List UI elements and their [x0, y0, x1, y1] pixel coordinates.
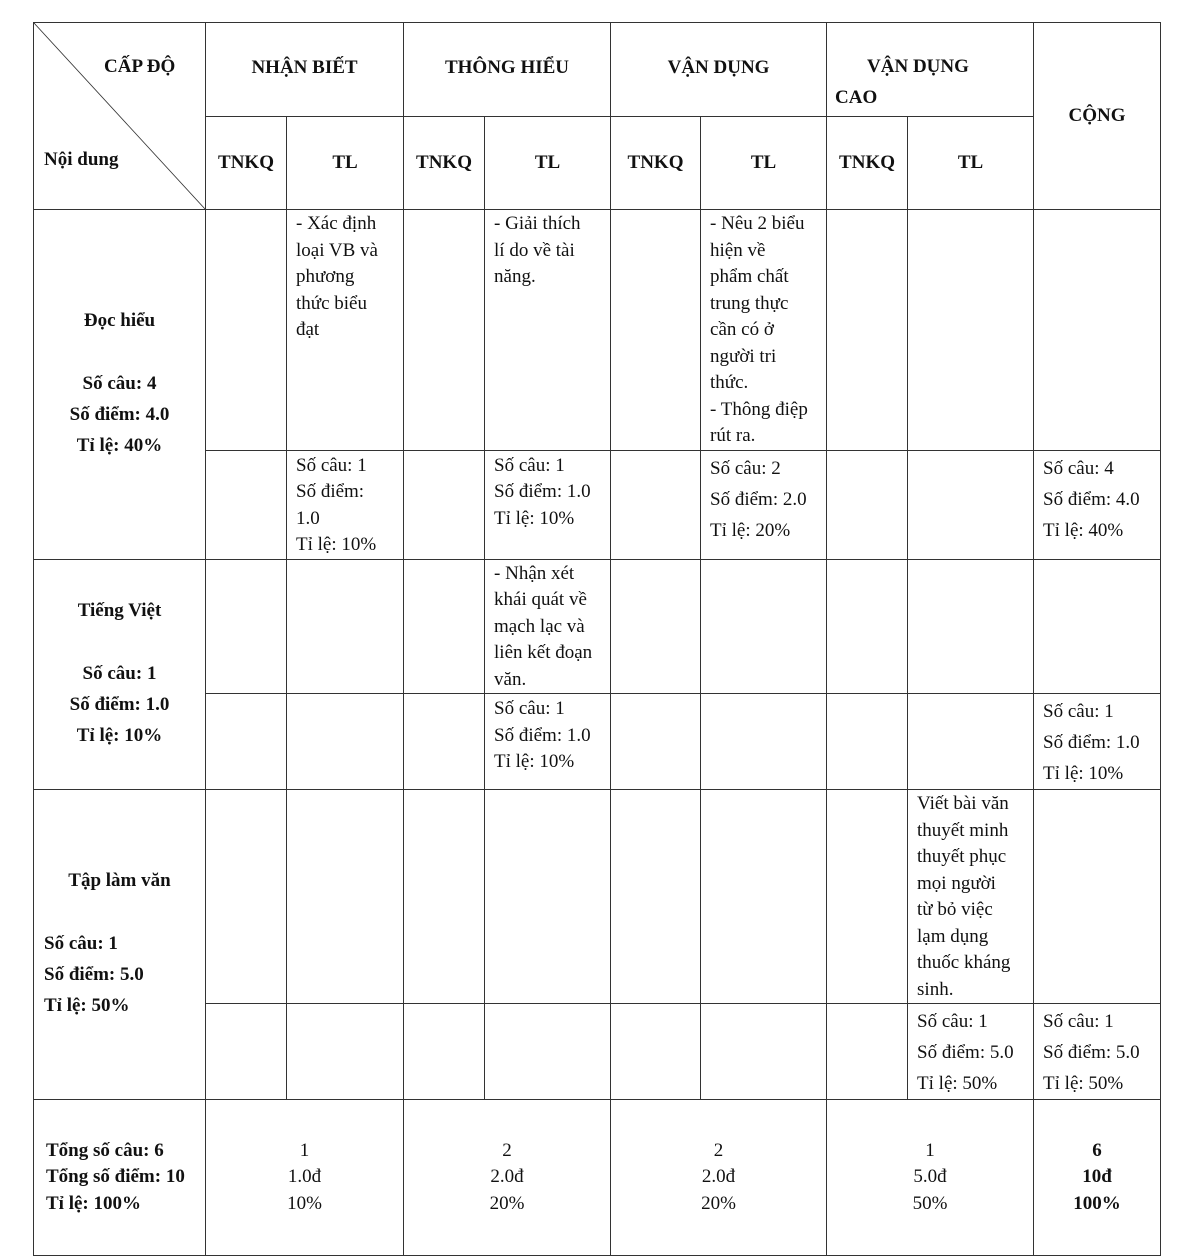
- totals-line: 1: [299, 1139, 310, 1161]
- desc-line: thức.: [710, 372, 749, 393]
- empty-cell: [485, 1004, 611, 1100]
- desc-line: thuốc kháng: [917, 952, 1011, 973]
- desc-line: phương: [296, 266, 355, 287]
- totals-nhan-biet: [206, 1100, 404, 1256]
- desc-line: mọi người: [917, 872, 996, 894]
- row-ti-le: Tỉ lệ: 10%: [76, 725, 163, 746]
- empty-cell: [827, 450, 908, 559]
- table-row: [34, 559, 1161, 694]
- stat-line: Số điểm: 5.0: [1043, 1042, 1140, 1063]
- row-label-doc-hieu: [34, 210, 206, 560]
- totals-line: 5.0đ: [913, 1166, 947, 1188]
- row-name: Tập làm văn: [68, 869, 171, 891]
- empty-cell: [206, 210, 287, 451]
- stat-van-dung: [701, 450, 827, 559]
- stat-line: Số điểm: 1.0: [494, 724, 591, 746]
- desc-line: thuyết phục: [917, 846, 1007, 867]
- totals-line: 10đ: [1082, 1166, 1112, 1188]
- totals-line: 20%: [701, 1192, 736, 1214]
- content-label: Nội dung: [44, 149, 119, 170]
- empty-cell: [404, 790, 485, 1004]
- desc-line: mạch lạc và: [494, 615, 585, 637]
- stat-line: Số câu: 1: [494, 698, 565, 719]
- row-ti-le: Tỉ lệ: 40%: [76, 435, 163, 456]
- level-header-thong-hieu: THÔNG HIỂU: [404, 23, 611, 117]
- totals-row: [34, 1100, 1161, 1256]
- stat-line: Số câu: 4: [1043, 457, 1114, 479]
- empty-cell: [827, 694, 908, 790]
- level-header-van-dung: VẬN DỤNG: [611, 23, 827, 117]
- row-so-diem: Số điểm: 5.0: [44, 964, 144, 986]
- empty-cell: [827, 559, 908, 694]
- totals-van-dung-cao: [827, 1100, 1034, 1256]
- empty-cell: [611, 1004, 701, 1100]
- stat-line: Tỉ lệ: 10%: [296, 534, 377, 555]
- empty-cell: [485, 790, 611, 1004]
- row-name: Đọc hiểu: [83, 309, 156, 331]
- empty-cell: [1034, 559, 1161, 694]
- desc-line: đạt: [296, 319, 320, 340]
- header-diagonal-cell: [34, 23, 206, 210]
- desc-line: Viết bài văn: [917, 793, 1009, 814]
- empty-cell: [827, 210, 908, 451]
- totals-thong-hieu: [404, 1100, 611, 1256]
- level-header-van-dung-cao-line1: VẬN DỤNG: [867, 56, 969, 77]
- empty-cell: [404, 210, 485, 451]
- totals-van-dung: [611, 1100, 827, 1256]
- totals-all: [1034, 1100, 1161, 1256]
- stat-line: Số điểm: 1.0: [1043, 732, 1140, 753]
- desc-van-dung: [701, 210, 827, 451]
- desc-line: - Nêu 2 biểu: [710, 213, 805, 234]
- row-so-cau: Số câu: 1: [44, 933, 118, 955]
- empty-cell: [404, 1004, 485, 1100]
- stat-line: Số điểm: 1.0: [494, 481, 591, 502]
- totals-line: 2.0đ: [490, 1166, 524, 1188]
- diagonal-divider: [34, 23, 205, 209]
- empty-cell: [404, 694, 485, 790]
- empty-cell: [287, 694, 404, 790]
- stat-line: Số điểm: 2.0: [710, 488, 807, 510]
- desc-line: thức biểu: [296, 292, 367, 314]
- totals-label-line: Tổng số câu: 6: [46, 1139, 164, 1161]
- stat-line: Số điểm:: [296, 481, 365, 502]
- totals-label-line: Tổng số điểm: 10: [46, 1166, 185, 1188]
- desc-line: cần có ở: [710, 319, 774, 340]
- row-name: Tiếng Việt: [77, 599, 162, 621]
- row-label-tieng-viet: [34, 559, 206, 790]
- stat-line: Tỉ lệ: 40%: [1043, 519, 1124, 541]
- empty-cell: [701, 559, 827, 694]
- desc-line: văn.: [494, 668, 527, 690]
- level-header-cong: CỘNG: [1034, 23, 1161, 210]
- empty-cell: [206, 694, 287, 790]
- totals-label-line: Tỉ lệ: 100%: [46, 1192, 141, 1214]
- stat-line: 1.0: [296, 507, 320, 529]
- totals-line: 20%: [489, 1192, 525, 1214]
- empty-cell: [908, 694, 1034, 790]
- row-so-diem: Số điểm: 4.0: [69, 404, 170, 425]
- empty-cell: [287, 1004, 404, 1100]
- empty-cell: [908, 559, 1034, 694]
- stat-line: Tỉ lệ: 20%: [710, 519, 791, 541]
- desc-nhan-biet: [287, 210, 404, 451]
- desc-line: người tri: [710, 345, 777, 367]
- totals-line: 2: [713, 1139, 724, 1161]
- empty-cell: [908, 210, 1034, 451]
- stat-line: Số câu: 1: [917, 1011, 988, 1032]
- desc-line: loại VB và: [296, 239, 378, 261]
- subheader-tl: TL: [701, 117, 827, 210]
- totals-line: 50%: [912, 1192, 948, 1214]
- stat-line: Tỉ lệ: 10%: [494, 507, 575, 529]
- subheader-tnkq: TNKQ: [611, 117, 701, 210]
- stat-total: [1034, 694, 1161, 790]
- stat-line: Số câu: 1: [296, 454, 367, 476]
- level-header-nhan-biet: NHẬN BIẾT: [206, 23, 404, 117]
- desc-thong-hieu: [485, 559, 611, 694]
- row-so-cau: Số câu: 1: [82, 663, 157, 684]
- stat-line: Số câu: 1: [494, 454, 565, 476]
- empty-cell: [701, 694, 827, 790]
- row-so-diem: Số điểm: 1.0: [69, 694, 170, 715]
- desc-line: thuyết minh: [917, 819, 1009, 841]
- desc-line: - Giải thích: [494, 213, 581, 234]
- level-header-van-dung-cao: [827, 23, 1034, 117]
- desc-line: rút ra.: [710, 425, 756, 446]
- table-row: [34, 210, 1161, 451]
- desc-line: - Nhận xét: [494, 562, 575, 584]
- subheader-tl: TL: [287, 117, 404, 210]
- level-label: CẤP ĐỘ: [104, 56, 176, 77]
- stat-thong-hieu: [485, 450, 611, 559]
- empty-cell: [611, 210, 701, 451]
- subheader-tnkq: TNKQ: [404, 117, 485, 210]
- desc-line: - Thông điệp: [710, 398, 808, 420]
- level-header-van-dung-cao-line2: CAO: [835, 87, 878, 108]
- stat-line: Tỉ lệ: 10%: [494, 751, 575, 772]
- totals-label: [34, 1100, 206, 1256]
- desc-line: năng.: [494, 266, 536, 287]
- desc-line: lạm dụng: [917, 925, 989, 947]
- desc-line: trung thực: [710, 292, 789, 314]
- stat-line: Tỉ lệ: 50%: [917, 1073, 998, 1094]
- desc-line: phẩm chất: [710, 266, 789, 287]
- stat-line: Số câu: 1: [1043, 1011, 1114, 1032]
- stat-thong-hieu: [485, 694, 611, 790]
- empty-cell: [206, 790, 287, 1004]
- desc-line: liên kết đoạn: [494, 642, 593, 663]
- empty-cell: [1034, 790, 1161, 1004]
- empty-cell: [404, 450, 485, 559]
- table-row: [34, 790, 1161, 1004]
- empty-cell: [1034, 210, 1161, 451]
- empty-cell: [206, 450, 287, 559]
- row-label-tap-lam-van: [34, 790, 206, 1100]
- row-so-cau: Số câu: 4: [82, 373, 157, 394]
- totals-line: 2: [502, 1139, 512, 1161]
- totals-line: 10%: [287, 1192, 322, 1214]
- desc-line: lí do về tài: [494, 239, 575, 261]
- subheader-tnkq: TNKQ: [206, 117, 287, 210]
- empty-cell: [404, 559, 485, 694]
- row-ti-le: Tỉ lệ: 50%: [44, 995, 130, 1017]
- stat-line: Tỉ lệ: 50%: [1043, 1073, 1124, 1094]
- empty-cell: [701, 1004, 827, 1100]
- empty-cell: [611, 450, 701, 559]
- totals-line: 100%: [1073, 1192, 1121, 1214]
- totals-line: 1.0đ: [287, 1166, 322, 1188]
- empty-cell: [611, 694, 701, 790]
- subheader-tnkq: TNKQ: [827, 117, 908, 210]
- subheader-tl: TL: [908, 117, 1034, 210]
- desc-line: hiện về: [710, 239, 766, 261]
- desc-line: từ bỏ việc: [917, 899, 993, 920]
- desc-line: - Xác định: [296, 213, 377, 234]
- empty-cell: [611, 790, 701, 1004]
- stat-line: Tỉ lệ: 10%: [1043, 763, 1124, 784]
- desc-line: sinh.: [917, 978, 954, 1000]
- stat-total: [1034, 1004, 1161, 1100]
- empty-cell: [827, 790, 908, 1004]
- stat-line: Số câu: 1: [1043, 701, 1114, 722]
- empty-cell: [908, 450, 1034, 559]
- stat-line: Số điểm: 5.0: [917, 1042, 1014, 1063]
- stat-nhan-biet: [287, 450, 404, 559]
- stat-total: [1034, 450, 1161, 559]
- stat-line: Số điểm: 4.0: [1043, 488, 1140, 510]
- assessment-matrix-table: [33, 22, 1161, 1256]
- empty-cell: [287, 559, 404, 694]
- totals-line: 1: [925, 1139, 935, 1161]
- desc-thong-hieu: [485, 210, 611, 451]
- stat-line: Số câu: 2: [710, 457, 781, 479]
- empty-cell: [287, 790, 404, 1004]
- totals-line: 2.0đ: [701, 1166, 736, 1188]
- empty-cell: [827, 1004, 908, 1100]
- subheader-tl: TL: [485, 117, 611, 210]
- desc-van-dung-cao: [908, 790, 1034, 1004]
- totals-line: 6: [1092, 1139, 1102, 1161]
- empty-cell: [701, 790, 827, 1004]
- desc-line: khái quát về: [494, 589, 587, 610]
- stat-van-dung-cao: [908, 1004, 1034, 1100]
- empty-cell: [611, 559, 701, 694]
- empty-cell: [206, 559, 287, 694]
- empty-cell: [206, 1004, 287, 1100]
